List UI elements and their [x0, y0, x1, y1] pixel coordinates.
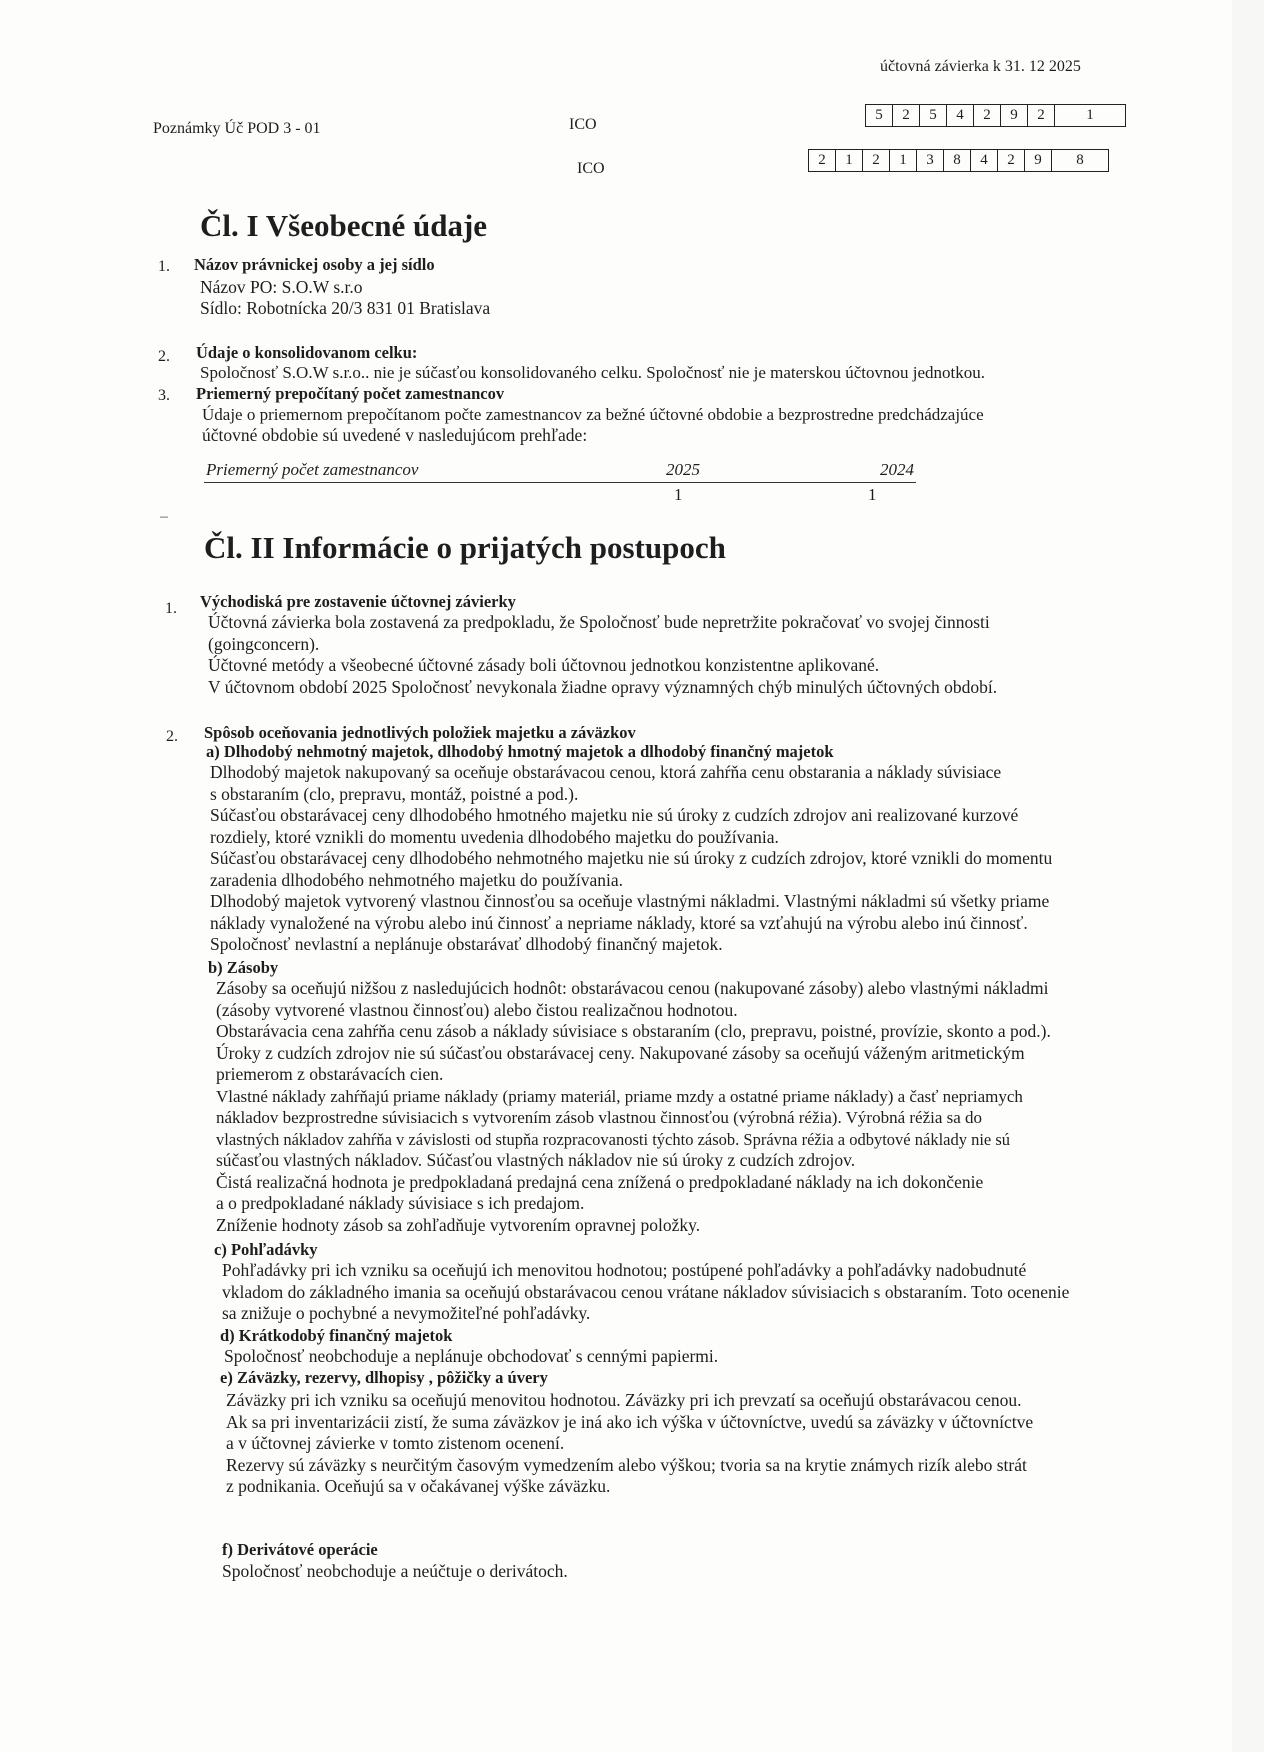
table-header-year-current: 2025: [666, 460, 700, 479]
subsection-c-body: [222, 1260, 1142, 1325]
body-line: vkladom do základného imania sa oceňujú obstarávacou cenou vrátane nákladov súvisiacich s obstaraním. Toto ocenenie: [222, 1281, 1070, 1302]
ico-digit-box: 8: [944, 150, 971, 171]
ico-label-2: ICO: [577, 160, 605, 177]
ico-digit-box: 2: [863, 150, 890, 171]
body-line: Záväzky pri ich vzniku sa oceňujú menovitou hodnotou. Záväzky pri ich prevzatí sa oceňujú obstarávacou cenou.: [226, 1390, 1022, 1410]
subsection-b-title: b) Zásoby: [208, 958, 279, 977]
ico-digit-box: 2: [809, 150, 836, 171]
ico-digit-box: 2: [974, 105, 1001, 126]
subsection-e-body: [226, 1390, 1146, 1498]
body-line: súčasťou vlastných nákladov. Súčasťou vlastných nákladov nie sú úroky z cudzích zdrojov.: [216, 1150, 856, 1170]
body-line: Spoločnosť neobchoduje a neúčtuje o derivátoch.: [222, 1561, 568, 1581]
item-title: Názov právnickej osoby a jej sídlo: [194, 255, 435, 274]
ico-digit-box: 5: [866, 105, 893, 126]
item-line: Názov PO: S.O.W s.r.o: [200, 277, 363, 297]
section-2-title: Čl. II Informácie o prijatých postupoch: [204, 530, 726, 565]
body-line: náklady vynaložené na výrobu alebo inú činnosť a nepriame náklady, ktoré sa vzťahujú na výrobu alebo inú činnosť.: [210, 912, 1028, 933]
item-number: 2.: [166, 728, 178, 745]
item-number: 1.: [165, 600, 177, 617]
body-line: Čistá realizačná hodnota je predpokladaná predajná cena znížená o predpokladané náklady na ich dokončenie: [216, 1171, 984, 1192]
body-line: Účtovné metódy a všeobecné účtovné zásady boli účtovnou jednotkou konzistentne aplikované.: [208, 655, 880, 675]
table-header-year-prior: 2024: [880, 460, 914, 479]
body-line: s obstaraním (clo, prepravu, montáž, poistné a pod.).: [210, 783, 579, 804]
body-line: Zásoby sa oceňujú nižšou z nasledujúcich hodnôt: obstarávacou cenou (nakupované zásoby) alebo vlastnými nákladmi: [216, 978, 1049, 998]
body-line: Účtovná závierka bola zostavená za predpokladu, že Spoločnosť bude nepretržite pokračovať vo svojej činnosti: [208, 612, 990, 632]
subsection-e-title: e) Záväzky, rezervy, dlhopisy , pôžičky a úvery: [220, 1368, 548, 1387]
ico-digit-box: 2: [893, 105, 920, 126]
body-line: Zníženie hodnoty zásob sa zohľadňuje vytvorením opravnej položky.: [216, 1214, 701, 1235]
body-line: (goingconcern).: [208, 633, 320, 654]
ico-digit-box: 3: [917, 150, 944, 171]
subsection-d-body: [224, 1346, 1124, 1368]
form-code: Poznámky Úč POD 3 - 01: [153, 120, 321, 137]
body-line: nákladov bezprostredne súvisiacich s vytvorením zásob vlastnou činnosťou (výrobná réžia). Výrobná réžia sa do: [216, 1108, 983, 1127]
body-line: a v účtovnej závierke v tomto zistenom ocenení.: [226, 1433, 565, 1453]
body-line: vlastných nákladov zahŕňa v závislosti od stupňa rozpracovanosti týchto zásob. Správna réžia a odbytové náklady nie sú: [216, 1129, 1011, 1149]
body-line: Rezervy sú záväzky s neurčitým časovým vymedzením alebo výškou; tvoria sa na krytie známych rizík alebo strát: [226, 1454, 1027, 1475]
body-line: z podnikania. Oceňujú sa v očakávanej výške záväzku.: [226, 1476, 611, 1496]
body-line: Úroky z cudzích zdrojov nie sú súčasťou obstarávacej ceny. Nakupované zásoby sa oceňujú váženým aritmetickým: [216, 1042, 1025, 1063]
body-line: Dlhodobý majetok nakupovaný sa oceňuje obstarávacou cenou, ktorá zahŕňa cenu obstarania a náklady súvisiace: [210, 762, 1002, 782]
subsection-c-title: c) Pohľadávky: [214, 1240, 318, 1259]
item-line: Údaje o priemernom prepočítanom počte zamestnancov za bežné účtovné obdobie a bezprostredne predchádzajúce: [202, 405, 984, 424]
ico-digit-box: 8: [1076, 152, 1084, 168]
ico-digit-box: 4: [971, 150, 998, 171]
body-line: rozdiely, ktoré vznikli do momentu uvedenia dlhodobého majetku do používania.: [210, 826, 779, 847]
body-line: Vlastné náklady zahŕňajú priame náklady (priamy materiál, priame mzdy a ostatné priame náklady) a časť nepriamych: [216, 1086, 1023, 1106]
ico-digit-box: 2: [1028, 105, 1055, 126]
item-number: 3.: [158, 387, 170, 404]
table-row: [204, 483, 916, 505]
subsection-f-title: f) Derivátové operácie: [222, 1540, 378, 1559]
body-line: Spoločnosť nevlastní a neplánuje obstarávať dlhodobý finančný majetok.: [210, 934, 723, 954]
subsection-a-body: [210, 762, 1130, 956]
subsection-b-body: [216, 978, 1136, 1236]
ico-digit-boxes-2: [808, 149, 1109, 172]
employee-count-table: [204, 460, 916, 505]
ico-digit-box: 1: [1086, 107, 1094, 123]
body-line: a o predpokladané náklady súvisiace s ich predajom.: [216, 1193, 585, 1213]
body-line: (zásoby vytvorené vlastnou činnosťou) alebo čistou realizačnou hodnotou.: [216, 999, 738, 1020]
item-line: Sídlo: Robotnícka 20/3 831 01 Bratislava: [200, 298, 491, 318]
ico-label-1: ICO: [569, 116, 597, 133]
body-line: sa znižuje o pochybné a nevymožiteľné pohľadávky.: [222, 1303, 591, 1323]
item-line: Spoločnosť S.O.W s.r.o.. nie je súčasťou konsolidovaného celku. Spoločnosť nie je materskou účtovnou jednotkou.: [200, 363, 985, 382]
body-line: Ak sa pri inventarizácii zistí, že suma záväzkov je iná ako ich výška v účtovníctve, uvedú sa záväzky v účtovníctve: [226, 1411, 1034, 1432]
ico-digit-box: 4: [947, 105, 974, 126]
body-line: zaradenia dlhodobého nehmotného majetku do používania.: [210, 869, 624, 890]
ico-digit-boxes-1: [865, 104, 1126, 127]
ico-digit-box: 5: [920, 105, 947, 126]
ico-digit-box: 9: [1025, 150, 1052, 171]
item-line: účtovné obdobie sú uvedené v nasledujúcom prehľade:: [202, 425, 588, 445]
item-number: 2.: [158, 348, 170, 365]
body-line: Obstarávacia cena zahŕňa cenu zásob a náklady súvisiace s obstaraním (clo, prepravu, poistné, provízie, skonto a pod.).: [216, 1021, 1051, 1041]
subsection-f-body: [222, 1561, 1122, 1583]
item-title: Údaje o konsolidovanom celku:: [196, 343, 418, 362]
table-header-label: Priemerný počet zamestnancov: [206, 460, 419, 479]
body-line: Dlhodobý majetok vytvorený vlastnou činnosťou sa oceňuje vlastnými nákladmi. Vlastnými nákladmi sú všetky priame: [210, 891, 1050, 911]
item-number: 1.: [158, 258, 170, 275]
body-line: Pohľadávky pri ich vzniku sa oceňujú ich menovitou hodnotou; postúpené pohľadávky a pohľadávky nadobudnuté: [222, 1260, 1027, 1280]
fiscal-period-label: účtovná závierka k 31. 12 2025: [880, 58, 1081, 75]
scan-dash-mark: –: [160, 508, 168, 525]
ico-digit-box: 1: [890, 150, 917, 171]
body-line: Súčasťou obstarávacej ceny dlhodobého hmotného majetku nie sú úroky z cudzích zdrojov ani realizované kurzové: [210, 805, 1019, 825]
table-header: [204, 460, 916, 483]
item-body: [208, 612, 1128, 698]
ico-digit-box: 9: [1001, 105, 1028, 126]
body-line: Spoločnosť neobchoduje a neplánuje obchodovať s cennými papiermi.: [224, 1346, 719, 1366]
body-line: Súčasťou obstarávacej ceny dlhodobého nehmotného majetku nie sú úroky z cudzích zdrojov, ktoré vznikli do momentu: [210, 848, 1053, 868]
ico-digit-box: 2: [998, 150, 1025, 171]
item-title: Priemerný prepočítaný počet zamestnancov: [196, 384, 505, 403]
item-title: Východiská pre zostavenie účtovnej závierky: [200, 592, 516, 611]
table-cell-current: 1: [674, 485, 683, 504]
table-cell-prior: 1: [868, 485, 877, 504]
item-title: Spôsob oceňovania jednotlivých položiek majetku a záväzkov: [204, 723, 636, 742]
ico-digit-box: 1: [836, 150, 863, 171]
subsection-a-title: a) Dlhodobý nehmotný majetok, dlhodobý hmotný majetok a dlhodobý finančný majetok: [206, 742, 834, 761]
section-1-title: Čl. I Všeobecné údaje: [200, 208, 488, 243]
body-line: V účtovnom období 2025 Spoločnosť nevykonala žiadne opravy významných chýb minulých účtovných období.: [208, 676, 998, 697]
body-line: priemerom z obstarávacích cien.: [216, 1064, 444, 1084]
subsection-d-title: d) Krátkodobý finančný majetok: [220, 1326, 453, 1345]
